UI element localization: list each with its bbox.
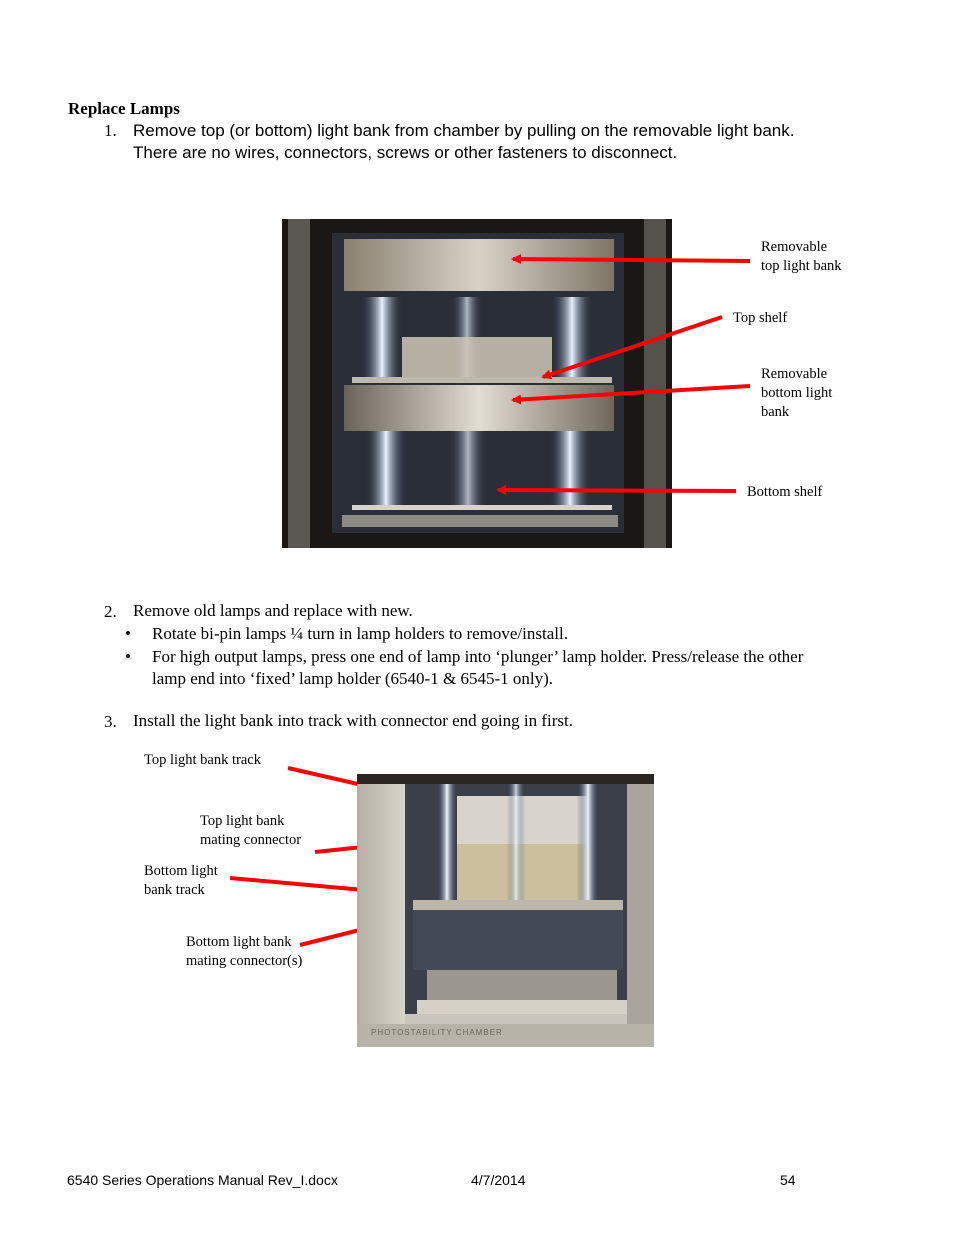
bullet-dot: • <box>125 647 131 666</box>
label-line: Top light bank track <box>144 752 261 768</box>
step-3-text: Install the light bank into track with connector end going in first. <box>133 711 574 730</box>
label-line: Bottom shelf <box>747 484 823 500</box>
step-2-bullet-2-line-1: For high output lamps, press one end of lamp into ‘plunger’ lamp holder. Press/release the other <box>152 647 804 666</box>
step-1-line-2: There are no wires, connectors, screws or other fasteners to disconnect. <box>133 143 678 162</box>
label-line: bottom light <box>761 385 833 401</box>
label-top-connector <box>200 812 301 850</box>
step-2-bullet-1: Rotate bi-pin lamps ¼ turn in lamp holders to remove/install. <box>152 624 568 643</box>
label-bottom-track <box>144 862 218 900</box>
step-2-bullet-2-line-2: lamp end into ‘fixed’ lamp holder (6540-1 & 6545-1 only). <box>152 669 553 688</box>
label-removable-top <box>761 238 842 276</box>
footer-page-number: 54 <box>780 1172 796 1188</box>
label-bottom-connector <box>186 933 302 971</box>
label-line: Top shelf <box>733 310 788 326</box>
panel-text: PHOTOSTABILITY CHAMBER <box>371 1028 503 1037</box>
arrow-removable-top <box>513 259 750 261</box>
label-bottom-shelf <box>747 483 822 502</box>
label-line: bank <box>761 404 790 420</box>
arrow-removable-bottom <box>513 386 750 400</box>
label-line: Bottom light <box>144 863 218 879</box>
label-top-track <box>144 751 261 770</box>
label-top-shelf <box>733 309 787 328</box>
step-1-number: 1. <box>104 121 117 140</box>
step-3-number: 3. <box>104 712 117 731</box>
arrow-top-shelf <box>543 317 722 377</box>
label-removable-bottom <box>761 365 832 422</box>
label-line: Top light bank <box>200 813 285 829</box>
section-heading: Replace Lamps <box>68 99 180 118</box>
label-line: Removable <box>761 239 828 255</box>
label-line: Removable <box>761 366 828 382</box>
step-1-line-1: Remove top (or bottom) light bank from chamber by pulling on the removable light bank. <box>133 121 795 140</box>
step-2-text: Remove old lamps and replace with new. <box>133 601 413 620</box>
figure-2-photo <box>357 774 654 1047</box>
label-line: mating connector(s) <box>186 953 303 969</box>
label-line: top light bank <box>761 258 842 274</box>
bullet-dot: • <box>125 624 131 643</box>
label-line: bank track <box>144 882 205 898</box>
step-2-number: 2. <box>104 602 117 621</box>
arrow-bottom-shelf <box>498 490 736 491</box>
footer-date: 4/7/2014 <box>471 1172 526 1188</box>
label-line: mating connector <box>200 832 302 848</box>
label-line: Bottom light bank <box>186 934 292 950</box>
footer-document: 6540 Series Operations Manual Rev_I.docx <box>67 1172 338 1188</box>
